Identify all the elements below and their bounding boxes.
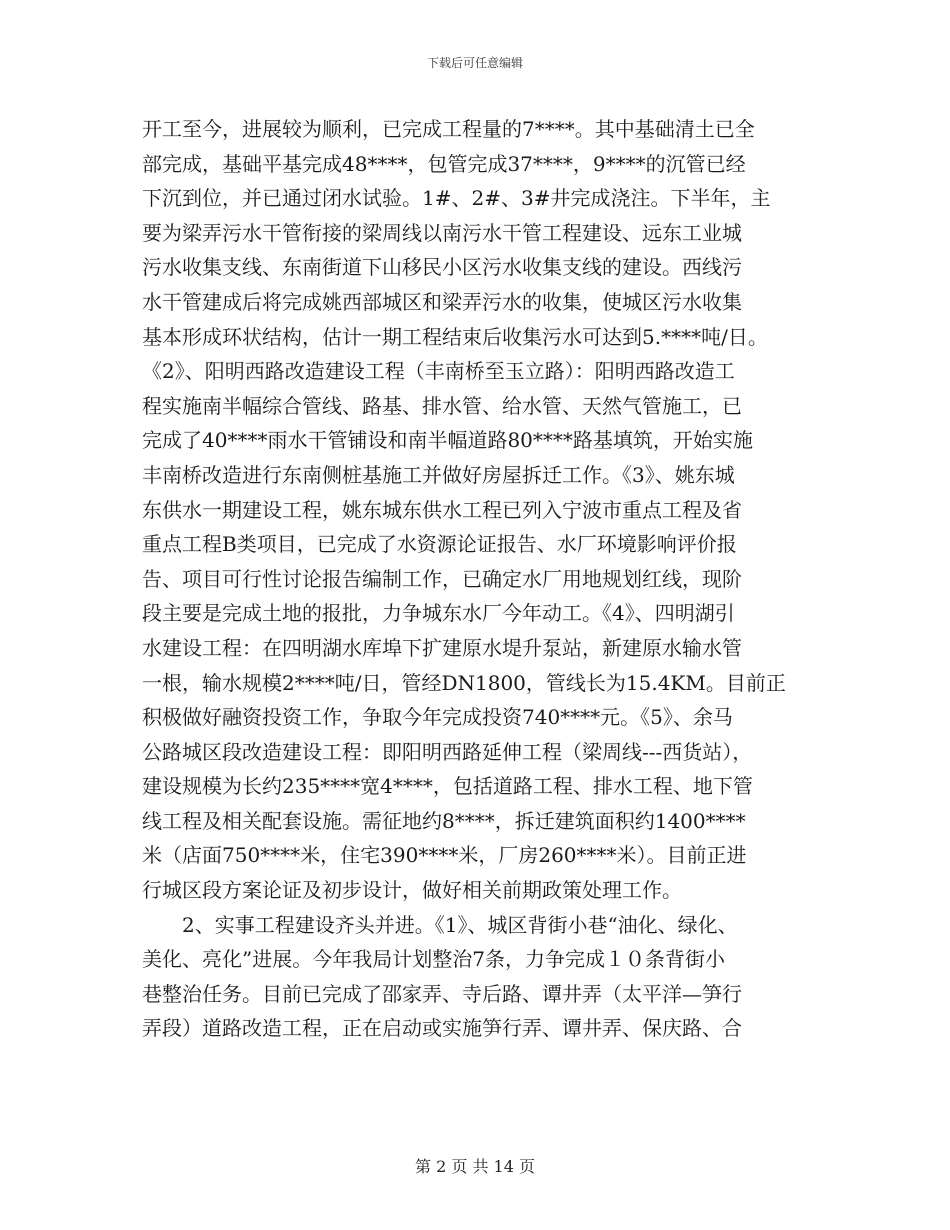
text-line: 基本形成环状结构，估计一期工程结束后收集污水可达到5.****吨/日。 bbox=[142, 324, 768, 349]
text-line: 丰南桥改造进行东南侧桩基施工并做好房屋拆迁工作。《3》、姚东城 bbox=[142, 462, 735, 487]
text-line: 污水收集支线、东南街道下山移民小区污水收集支线的建设。西线污 bbox=[142, 255, 742, 280]
text-line: 开工至今，进展较为顺利，已完成工程量的7****。其中基础清土已全 bbox=[142, 117, 755, 141]
text-line: 东供水一期建设工程，姚东城东供水工程已列入宁波市重点工程及省 bbox=[142, 497, 742, 522]
text-line: 要为梁弄污水干管衔接的梁周线以南污水干管工程建设、远东工业城 bbox=[142, 220, 742, 245]
page-number-footer: 第 2 页 共 14 页 bbox=[415, 1157, 535, 1176]
text-line: 部完成，基础平基完成48****，包管完成37****，9****的沉管已经 bbox=[142, 151, 746, 176]
text-line: 米（店面750****米，住宅390****米，厂房260****米）。目前正进 bbox=[142, 843, 747, 868]
text-line: 重点工程B类项目，已完成了水资源论证报告、水厂环境影响评价报 bbox=[142, 532, 737, 557]
text-line: 水干管建成后将完成姚西部城区和梁弄污水的收集，使城区污水收集 bbox=[142, 289, 742, 314]
text-line: 告、项目可行性讨论报告编制工作，已确定水厂用地规划红线，现阶 bbox=[142, 566, 742, 591]
document-body bbox=[142, 112, 814, 1046]
text-line: 美化、亮化”进展。今年我局计划整治7条，力争完成１０条背街小 bbox=[142, 947, 725, 972]
text-line: 完成了40****雨水干管铺设和南半幅道路80****路基填筑，开始实施 bbox=[142, 428, 753, 453]
paragraph-start-line: 2、实事工程建设齐头并进。《1》、城区背街小巷“油化、绿化、 bbox=[182, 912, 738, 937]
text-line: 下沉到位，并已通过闭水试验。1#、2#、3#井完成浇注。下半年，主 bbox=[142, 186, 771, 211]
text-line: 公路城区段改造建设工程：即阳明西路延伸工程（梁周线---西货站）， bbox=[142, 739, 753, 764]
text-line: 积极做好融资投资工作，争取今年完成投资740****元。《5》、余马 bbox=[142, 705, 733, 730]
text-line: 程实施南半幅综合管线、路基、排水管、给水管、天然气管施工，已 bbox=[142, 393, 742, 418]
page-header: 下载后可任意编辑 bbox=[426, 56, 523, 70]
text-line: 弄段）道路改造工程，正在启动或实施笋行弄、谭井弄、保庆路、合 bbox=[142, 1016, 742, 1041]
text-line: 建设规模为长约235****宽4****，包括道路工程、排水工程、地下管 bbox=[142, 774, 753, 799]
text-line: 一根，输水规模2****吨/日，管经DN1800，管线长为15.4KM。目前正 bbox=[142, 670, 786, 695]
text-line: 线工程及相关配套设施。需征地约8****，拆迁建筑面积约1400**** bbox=[142, 808, 746, 833]
text-line: 水建设工程：在四明湖水库埠下扩建原水堤升泵站，新建原水输水管 bbox=[142, 635, 742, 660]
text-line: 《2》、阳明西路改造建设工程（丰南桥至玉立路）：阳明西路改造工 bbox=[142, 359, 735, 384]
text-line: 行城区段方案论证及初步设计，做好相关前期政策处理工作。 bbox=[142, 878, 682, 903]
text-line: 巷整治任务。目前已完成了邵家弄、寺后路、谭井弄（太平洋—笋行 bbox=[142, 981, 742, 1006]
text-line: 段主要是完成土地的报批，力争城东水厂今年动工。《4》、四明湖引 bbox=[142, 601, 735, 626]
